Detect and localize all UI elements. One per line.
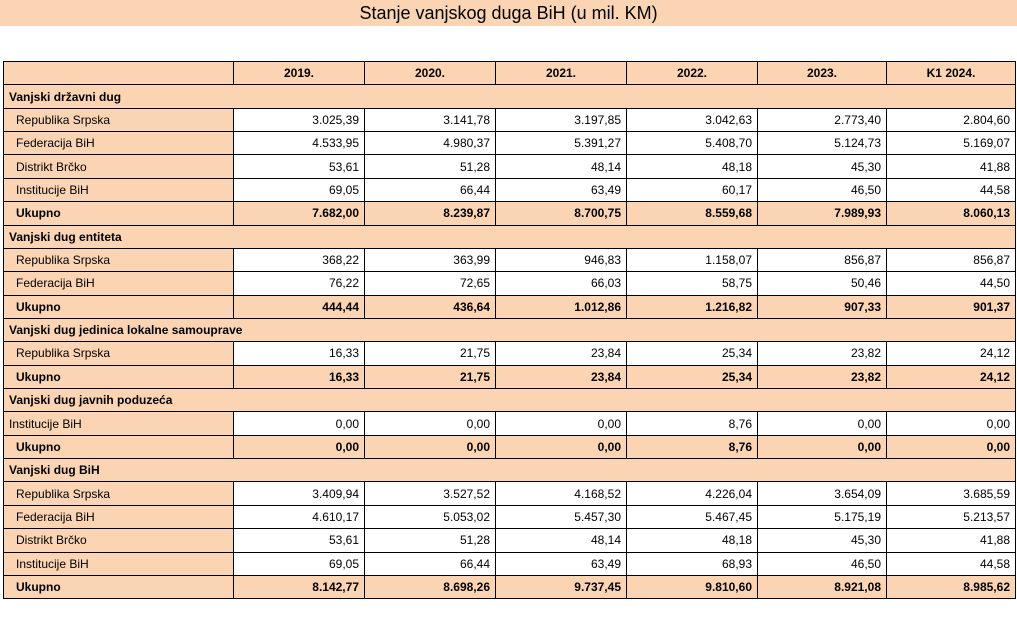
total-value-cell: 1.216,82 bbox=[627, 295, 758, 318]
total-row bbox=[4, 295, 1016, 318]
total-label: Ukupno bbox=[4, 365, 234, 388]
value-cell: 50,46 bbox=[758, 272, 887, 295]
value-cell: 41,88 bbox=[887, 529, 1016, 552]
section-heading: Vanjski dug javnih poduzeća bbox=[4, 389, 1016, 412]
total-value-cell: 1.012,86 bbox=[496, 295, 627, 318]
value-cell: 4.610,17 bbox=[234, 505, 365, 528]
value-cell: 0,00 bbox=[887, 412, 1016, 435]
total-value-cell: 0,00 bbox=[365, 435, 496, 458]
section-heading: Vanjski dug BiH bbox=[4, 459, 1016, 482]
value-cell: 4.168,52 bbox=[496, 482, 627, 505]
value-cell: 63,49 bbox=[496, 178, 627, 201]
value-cell: 66,44 bbox=[365, 178, 496, 201]
value-cell: 856,87 bbox=[758, 248, 887, 271]
page-title: Stanje vanjskog duga BiH (u mil. KM) bbox=[0, 0, 1017, 26]
value-cell: 72,65 bbox=[365, 272, 496, 295]
table-row bbox=[4, 505, 1016, 528]
row-label: Federacija BiH bbox=[4, 132, 234, 155]
value-cell: 60,17 bbox=[627, 178, 758, 201]
table-row bbox=[4, 272, 1016, 295]
value-cell: 51,28 bbox=[365, 155, 496, 178]
value-cell: 368,22 bbox=[234, 248, 365, 271]
total-row bbox=[4, 365, 1016, 388]
value-cell: 16,33 bbox=[234, 342, 365, 365]
total-row bbox=[4, 575, 1016, 598]
value-cell: 946,83 bbox=[496, 248, 627, 271]
value-cell: 45,30 bbox=[758, 529, 887, 552]
value-cell: 3.409,94 bbox=[234, 482, 365, 505]
total-value-cell: 21,75 bbox=[365, 365, 496, 388]
value-cell: 44,50 bbox=[887, 272, 1016, 295]
row-label: Distrikt Brčko bbox=[4, 155, 234, 178]
total-value-cell: 7.682,00 bbox=[234, 202, 365, 225]
value-cell: 5.053,02 bbox=[365, 505, 496, 528]
value-cell: 48,18 bbox=[627, 529, 758, 552]
value-cell: 5.213,57 bbox=[887, 505, 1016, 528]
value-cell: 4.533,95 bbox=[234, 132, 365, 155]
total-label: Ukupno bbox=[4, 575, 234, 598]
value-cell: 23,82 bbox=[758, 342, 887, 365]
total-value-cell: 23,82 bbox=[758, 365, 887, 388]
value-cell: 46,50 bbox=[758, 178, 887, 201]
column-header: 2019. bbox=[234, 62, 365, 85]
table-row bbox=[4, 178, 1016, 201]
row-label: Republika Srpska bbox=[4, 342, 234, 365]
total-row bbox=[4, 202, 1016, 225]
value-cell: 46,50 bbox=[758, 552, 887, 575]
total-value-cell: 8.921,08 bbox=[758, 575, 887, 598]
section-heading-row bbox=[4, 389, 1016, 412]
total-value-cell: 901,37 bbox=[887, 295, 1016, 318]
value-cell: 1.158,07 bbox=[627, 248, 758, 271]
value-cell: 3.025,39 bbox=[234, 108, 365, 131]
value-cell: 44,58 bbox=[887, 178, 1016, 201]
value-cell: 3.042,63 bbox=[627, 108, 758, 131]
value-cell: 0,00 bbox=[365, 412, 496, 435]
total-value-cell: 16,33 bbox=[234, 365, 365, 388]
value-cell: 69,05 bbox=[234, 178, 365, 201]
value-cell: 5.467,45 bbox=[627, 505, 758, 528]
value-cell: 3.654,09 bbox=[758, 482, 887, 505]
row-label: Federacija BiH bbox=[4, 272, 234, 295]
value-cell: 69,05 bbox=[234, 552, 365, 575]
value-cell: 53,61 bbox=[234, 155, 365, 178]
value-cell: 5.457,30 bbox=[496, 505, 627, 528]
total-value-cell: 436,64 bbox=[365, 295, 496, 318]
value-cell: 23,84 bbox=[496, 342, 627, 365]
value-cell: 63,49 bbox=[496, 552, 627, 575]
section-heading-row bbox=[4, 85, 1016, 108]
column-header: K1 2024. bbox=[887, 62, 1016, 85]
row-label: Republika Srpska bbox=[4, 482, 234, 505]
value-cell: 0,00 bbox=[496, 412, 627, 435]
value-cell: 45,30 bbox=[758, 155, 887, 178]
header-row bbox=[4, 62, 1016, 85]
total-value-cell: 8.060,13 bbox=[887, 202, 1016, 225]
value-cell: 24,12 bbox=[887, 342, 1016, 365]
total-value-cell: 8.559,68 bbox=[627, 202, 758, 225]
value-cell: 363,99 bbox=[365, 248, 496, 271]
value-cell: 0,00 bbox=[758, 412, 887, 435]
table-row bbox=[4, 132, 1016, 155]
value-cell: 76,22 bbox=[234, 272, 365, 295]
total-value-cell: 23,84 bbox=[496, 365, 627, 388]
value-cell: 48,18 bbox=[627, 155, 758, 178]
total-value-cell: 444,44 bbox=[234, 295, 365, 318]
value-cell: 856,87 bbox=[887, 248, 1016, 271]
value-cell: 44,58 bbox=[887, 552, 1016, 575]
row-label: Federacija BiH bbox=[4, 505, 234, 528]
row-label: Institucije BiH bbox=[4, 412, 234, 435]
section-heading-row bbox=[4, 459, 1016, 482]
table-row bbox=[4, 412, 1016, 435]
total-value-cell: 25,34 bbox=[627, 365, 758, 388]
table-row bbox=[4, 108, 1016, 131]
total-label: Ukupno bbox=[4, 295, 234, 318]
value-cell: 5.169,07 bbox=[887, 132, 1016, 155]
value-cell: 3.141,78 bbox=[365, 108, 496, 131]
row-label: Institucije BiH bbox=[4, 178, 234, 201]
total-label: Ukupno bbox=[4, 202, 234, 225]
row-label: Institucije BiH bbox=[4, 552, 234, 575]
value-cell: 2.773,40 bbox=[758, 108, 887, 131]
table-row bbox=[4, 529, 1016, 552]
value-cell: 48,14 bbox=[496, 155, 627, 178]
value-cell: 3.197,85 bbox=[496, 108, 627, 131]
section-heading: Vanjski dug jedinica lokalne samouprave bbox=[4, 318, 1016, 341]
value-cell: 66,03 bbox=[496, 272, 627, 295]
table-row bbox=[4, 155, 1016, 178]
header-label-cell bbox=[4, 62, 234, 85]
value-cell: 51,28 bbox=[365, 529, 496, 552]
section-heading-row bbox=[4, 318, 1016, 341]
total-value-cell: 24,12 bbox=[887, 365, 1016, 388]
table-row bbox=[4, 552, 1016, 575]
total-value-cell: 0,00 bbox=[887, 435, 1016, 458]
section-heading: Vanjski dug entiteta bbox=[4, 225, 1016, 248]
value-cell: 58,75 bbox=[627, 272, 758, 295]
value-cell: 3.527,52 bbox=[365, 482, 496, 505]
total-value-cell: 8.142,77 bbox=[234, 575, 365, 598]
total-value-cell: 9.737,45 bbox=[496, 575, 627, 598]
value-cell: 41,88 bbox=[887, 155, 1016, 178]
external-debt-table bbox=[3, 61, 1016, 599]
section-heading-row bbox=[4, 225, 1016, 248]
total-value-cell: 8.985,62 bbox=[887, 575, 1016, 598]
value-cell: 2.804,60 bbox=[887, 108, 1016, 131]
row-label: Republika Srpska bbox=[4, 108, 234, 131]
table-row bbox=[4, 248, 1016, 271]
column-header: 2022. bbox=[627, 62, 758, 85]
value-cell: 5.175,19 bbox=[758, 505, 887, 528]
total-value-cell: 0,00 bbox=[758, 435, 887, 458]
total-value-cell: 7.989,93 bbox=[758, 202, 887, 225]
row-label: Republika Srpska bbox=[4, 248, 234, 271]
value-cell: 21,75 bbox=[365, 342, 496, 365]
total-value-cell: 8.700,75 bbox=[496, 202, 627, 225]
value-cell: 66,44 bbox=[365, 552, 496, 575]
row-label: Distrikt Brčko bbox=[4, 529, 234, 552]
total-label: Ukupno bbox=[4, 435, 234, 458]
value-cell: 53,61 bbox=[234, 529, 365, 552]
value-cell: 5.391,27 bbox=[496, 132, 627, 155]
value-cell: 3.685,59 bbox=[887, 482, 1016, 505]
column-header: 2021. bbox=[496, 62, 627, 85]
total-value-cell: 0,00 bbox=[234, 435, 365, 458]
value-cell: 25,34 bbox=[627, 342, 758, 365]
table-row bbox=[4, 342, 1016, 365]
total-value-cell: 9.810,60 bbox=[627, 575, 758, 598]
section-heading: Vanjski državni dug bbox=[4, 85, 1016, 108]
total-value-cell: 8.698,26 bbox=[365, 575, 496, 598]
total-value-cell: 907,33 bbox=[758, 295, 887, 318]
total-value-cell: 8.239,87 bbox=[365, 202, 496, 225]
total-value-cell: 0,00 bbox=[496, 435, 627, 458]
column-header: 2023. bbox=[758, 62, 887, 85]
value-cell: 68,93 bbox=[627, 552, 758, 575]
column-header: 2020. bbox=[365, 62, 496, 85]
value-cell: 5.124,73 bbox=[758, 132, 887, 155]
value-cell: 8,76 bbox=[627, 412, 758, 435]
value-cell: 5.408,70 bbox=[627, 132, 758, 155]
value-cell: 4.980,37 bbox=[365, 132, 496, 155]
table-row bbox=[4, 482, 1016, 505]
total-value-cell: 8,76 bbox=[627, 435, 758, 458]
total-row bbox=[4, 435, 1016, 458]
value-cell: 48,14 bbox=[496, 529, 627, 552]
value-cell: 0,00 bbox=[234, 412, 365, 435]
value-cell: 4.226,04 bbox=[627, 482, 758, 505]
